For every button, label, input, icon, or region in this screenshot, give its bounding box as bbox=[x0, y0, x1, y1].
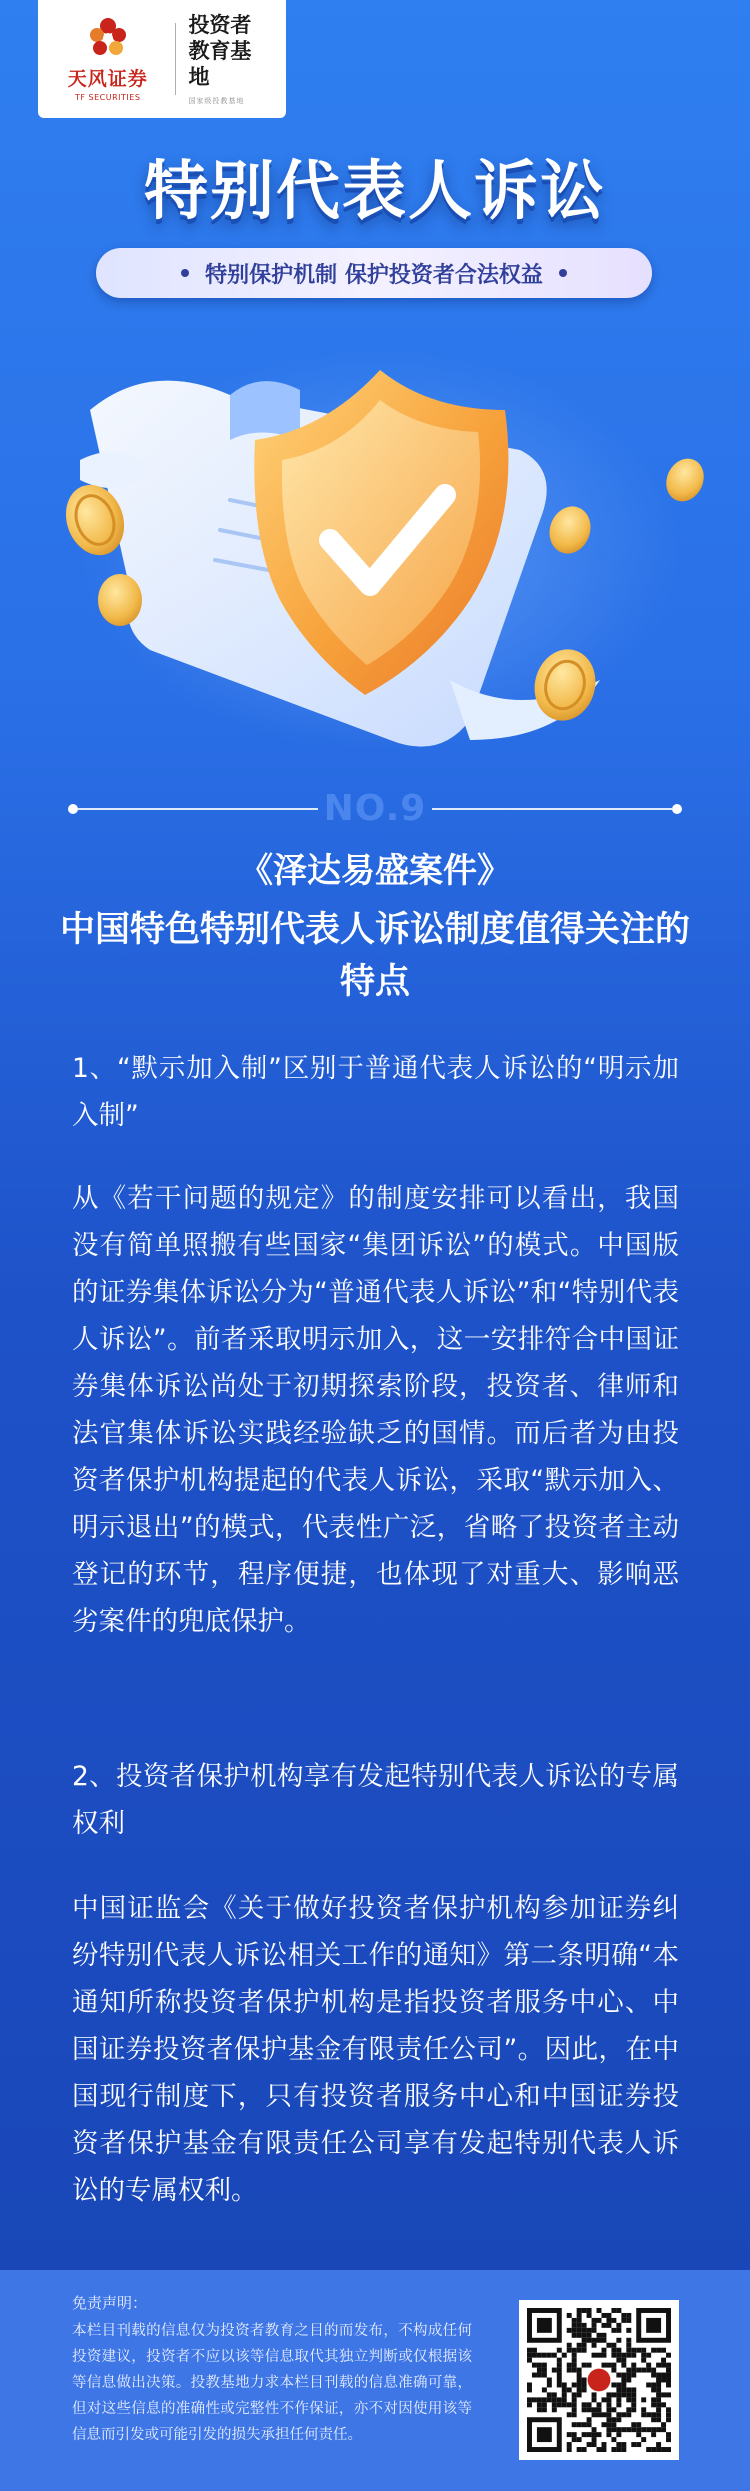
base-title-line2: 教育基地 bbox=[188, 38, 252, 90]
pill-dot-right bbox=[559, 269, 567, 277]
disclaimer-footer bbox=[0, 2270, 750, 2491]
brand-name: 天风证券 bbox=[67, 68, 148, 90]
article-title: 中国特色特别代表人诉讼制度值得关注的特点 bbox=[60, 910, 691, 1002]
disclaimer-body: 本栏目刊载的信息仅为投资者教育之目的而发布，不构成任何投资建议，投资者不应以该等信息取代其独立判断或仅根据该等信息做出决策。投教基地力求本栏目刊载的信息准确可靠，但对这些信息的准确性或完整性不作保证，亦不对因使用该等信息而引发或可能引发的损失承担任何责任。 bbox=[72, 2323, 472, 2443]
section1-body: 从《若干问题的规定》的制度安排可以看出，我国没有简单照搬有些国家“集团诉讼”的模式。中国版的证券集体诉讼分为“普通代表人诉讼”和“特别代表人诉讼”。前者采取明示加入，这一安排符合中国证券集体诉讼尚处于初期探索阶段，投资者、律师和法官集体诉讼实践经验缺乏的国情。而后者为由投资者保护机构提起的代表人诉讼，采取“默示加入、明示退出”的模式，代表性广泛，省略了投资者主动登记的环节，程序便捷，也体现了对重大、影响恶劣案件的兜底保护。 bbox=[72, 1183, 679, 1637]
brand-logo-card bbox=[38, 0, 286, 118]
pill-dot-left bbox=[181, 269, 189, 277]
education-base-label bbox=[188, 12, 272, 107]
qr-code-icon bbox=[527, 2308, 671, 2452]
section2-heading: 2、投资者保护机构享有发起特别代表人诉讼的专属权利 bbox=[72, 1761, 679, 1839]
logo-divider bbox=[175, 23, 176, 95]
section1-heading: 1、“默示加入制”区别于普通代表人诉讼的“明示加入制” bbox=[72, 1053, 679, 1131]
brand-name-en: TF SECURITIES bbox=[75, 93, 141, 102]
base-title-line1: 投资者 bbox=[188, 12, 252, 37]
subtitle-pill bbox=[96, 248, 652, 298]
page-title: 特别代表人诉讼 bbox=[144, 155, 606, 229]
base-subtitle: 国家级投教基地 bbox=[188, 97, 245, 106]
case-name: 《泽达易盛案件》 bbox=[239, 851, 511, 891]
section2-body: 中国证监会《关于做好投资者保护机构参加证券纠纷特别代表人诉讼相关工作的通知》第二条明确“本通知所称投资者保护机构是指投资者服务中心、中国证券投资者保护基金有限责任公司”。因此，在中国现行制度下，只有投资者服务中心和中国证券投资者保护基金有限责任公司享有发起特别代表人诉讼的专属权利。 bbox=[72, 1893, 679, 2206]
disclaimer-title: 免责声明： bbox=[72, 2294, 148, 2312]
issue-number: NO.9 bbox=[323, 788, 427, 829]
qr-code[interactable] bbox=[519, 2300, 679, 2460]
hero-illustration bbox=[0, 300, 750, 770]
subtitle-text: 特别保护机制 保护投资者合法权益 bbox=[205, 262, 543, 288]
flower-logo-icon bbox=[86, 16, 130, 60]
brand-logo bbox=[52, 16, 163, 102]
